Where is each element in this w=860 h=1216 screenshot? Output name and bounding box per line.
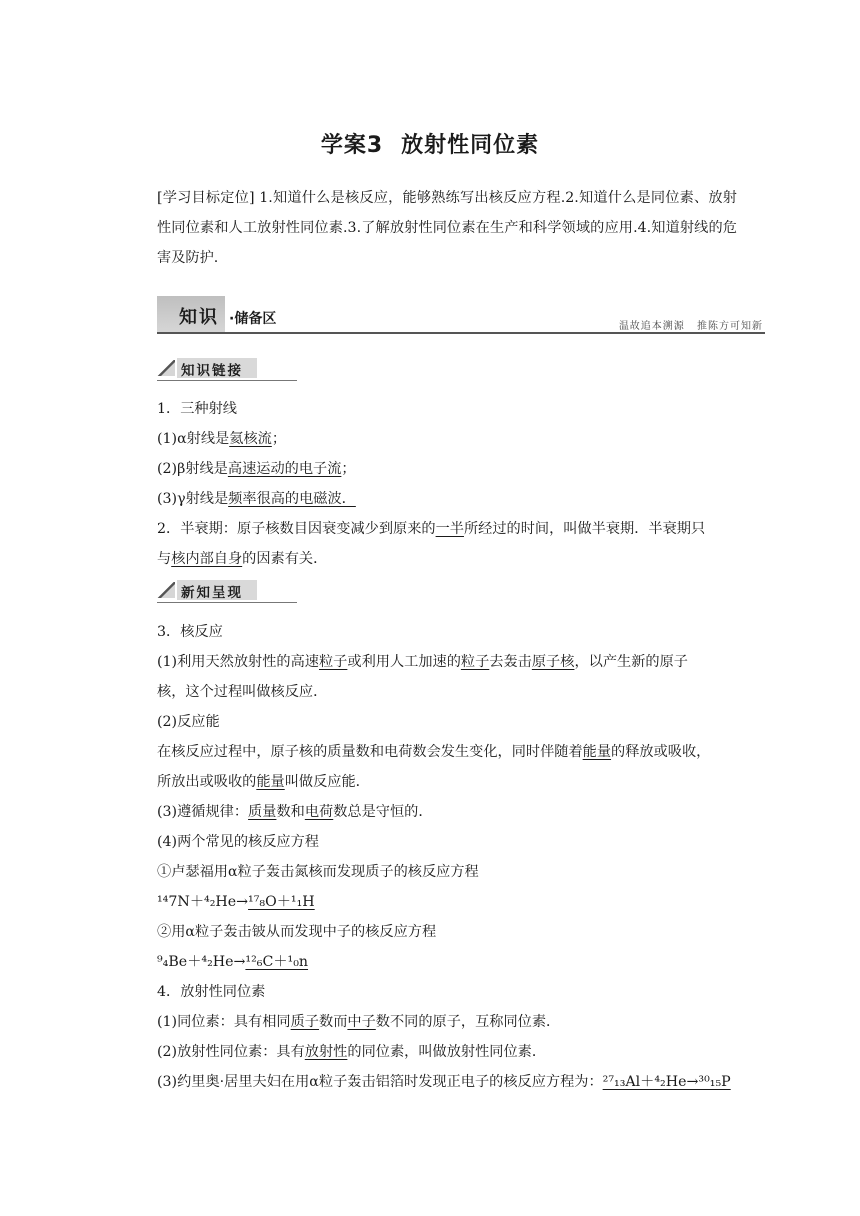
text-line — [157, 887, 737, 917]
title-topic: 放射性同位素 — [401, 133, 540, 158]
line-text: 的因素有关． — [242, 551, 328, 567]
answer-text: 能量 — [256, 774, 285, 790]
section1-body — [157, 394, 737, 574]
text-line — [157, 544, 737, 574]
subhead-text: 新知呈现 — [181, 585, 243, 601]
answer-text: 高速运动的电子流 — [227, 461, 342, 477]
answer-text: ¹²₆C＋¹₀n — [245, 954, 309, 970]
subhead-new-knowledge — [157, 578, 297, 604]
answer-text: 频率很高的电磁波． — [228, 491, 356, 507]
corner-mark-icon — [157, 582, 175, 598]
line-text: 4．放射性同位素 — [157, 984, 266, 1000]
line-text: 的释放或吸收， — [611, 744, 711, 760]
line-text: 所放出或吸收的 — [157, 774, 257, 790]
line-text: 叫做反应能． — [284, 774, 370, 790]
line-text: 所经过的时间，叫做半衰期．半衰期只 — [463, 521, 706, 537]
answer-text: ¹⁷₈O＋¹₁H — [248, 894, 315, 910]
answer-text: 核内部自身 — [171, 551, 243, 567]
line-text: 或利用人工加速的 — [347, 654, 461, 670]
answer-text: 粒子 — [460, 654, 490, 670]
page-title — [0, 128, 860, 159]
subhead-text: 知识链接 — [181, 363, 243, 379]
section-banner — [157, 296, 765, 336]
line-text: 数和 — [276, 804, 305, 820]
line-text: ，以产生新的原子 — [574, 654, 688, 670]
line-text: 数总是守恒的． — [333, 804, 433, 820]
line-text: ②用α粒子轰击铍从而发现中子的核反应方程 — [157, 924, 437, 940]
line-text: 2．半衰期：原子核数目因衰变减少到原来的 — [157, 521, 436, 537]
line-text: (1)利用天然放射性的高速 — [157, 654, 319, 670]
text-line — [157, 424, 737, 454]
title-label: 学案3 — [320, 133, 384, 158]
text-line — [157, 454, 737, 484]
answer-text: 原子核 — [531, 654, 575, 670]
answer-text: 质量 — [248, 804, 277, 820]
line-text: ； — [271, 431, 287, 447]
text-line — [157, 617, 737, 647]
text-line — [157, 707, 737, 737]
text-line — [157, 484, 737, 514]
banner-main: 知识 — [179, 307, 219, 328]
text-line — [157, 1007, 737, 1037]
line-text: (2)放射性同位素：具有 — [157, 1044, 305, 1060]
text-line — [157, 737, 737, 767]
answer-text: 氦核流 — [229, 431, 272, 447]
line-text: 去轰击 — [489, 654, 532, 670]
line-text: 核，这个过程叫做核反应． — [157, 684, 328, 700]
answer-text: ²⁷₁₃Al＋⁴₂He→³⁰₁₅P — [602, 1074, 731, 1090]
corner-mark-icon — [157, 360, 175, 376]
line-text: 数不同的原子，互称同位素． — [375, 1014, 561, 1030]
answer-text: 放射性 — [304, 1044, 348, 1060]
banner-sub: ·储备区 — [229, 311, 277, 327]
line-text: (1)同位素：具有相同 — [157, 1014, 291, 1030]
line-text: 与 — [157, 551, 172, 567]
banner-tagline: 温故追本溯源 推陈方可知新 — [618, 321, 763, 332]
learning-objectives: [学习目标定位] 1.知道什么是核反应，能够熟练写出核反应方程.2.知道什么是同位素、放射性同位素和人工放射性同位素.3.了解放射性同位素在生产和科学领域的应用.4.知道射线的危害及防护. — [157, 190, 737, 266]
text-line — [157, 857, 737, 887]
line-text: 3．核反应 — [157, 624, 223, 640]
banner-rule — [157, 332, 765, 334]
line-text: (3)γ射线是 — [157, 491, 229, 507]
line-text: ； — [341, 461, 356, 477]
text-line — [157, 1067, 737, 1097]
text-line — [157, 677, 737, 707]
answer-text: 中子 — [347, 1014, 376, 1030]
text-line — [157, 947, 737, 977]
line-text: 数而 — [319, 1014, 348, 1030]
text-line — [157, 647, 737, 677]
text-line — [157, 797, 737, 827]
text-line — [157, 767, 737, 797]
line-text: ①卢瑟福用α粒子轰击氮核而发现质子的核反应方程 — [157, 864, 479, 880]
line-text: (2)β射线是 — [157, 461, 228, 477]
text-line — [157, 514, 737, 544]
line-text: (3)遵循规律： — [157, 804, 249, 820]
answer-text: 电荷 — [304, 804, 334, 820]
line-text: 1．三种射线 — [157, 401, 237, 417]
text-line — [157, 977, 737, 1007]
text-line — [157, 917, 737, 947]
subhead-knowledge-link — [157, 356, 297, 382]
text-line — [157, 827, 737, 857]
line-text: 在核反应过程中，原子核的质量数和电荷数会发生变化，同时伴随着 — [157, 744, 583, 760]
answer-text: 一半 — [435, 521, 464, 537]
line-text: (3)约里奥·居里夫妇在用α粒子轰击铝箔时发现正电子的核反应方程为： — [157, 1074, 603, 1090]
answer-text: 粒子 — [318, 654, 348, 670]
text-line — [157, 394, 737, 424]
line-text: ⁹₄Be＋⁴₂He→ — [157, 954, 246, 970]
line-text: 的同位素，叫做放射性同位素． — [347, 1044, 547, 1060]
section2-body — [157, 617, 737, 1097]
line-text: (2)反应能 — [157, 714, 220, 730]
answer-text: 质子 — [290, 1014, 319, 1030]
text-line — [157, 1037, 737, 1067]
line-text: (1)α射线是 — [157, 431, 230, 447]
answer-text: 能量 — [582, 744, 612, 760]
line-text: (4)两个常见的核反应方程 — [157, 834, 319, 850]
line-text: ¹⁴7N＋⁴₂He→ — [157, 894, 249, 910]
